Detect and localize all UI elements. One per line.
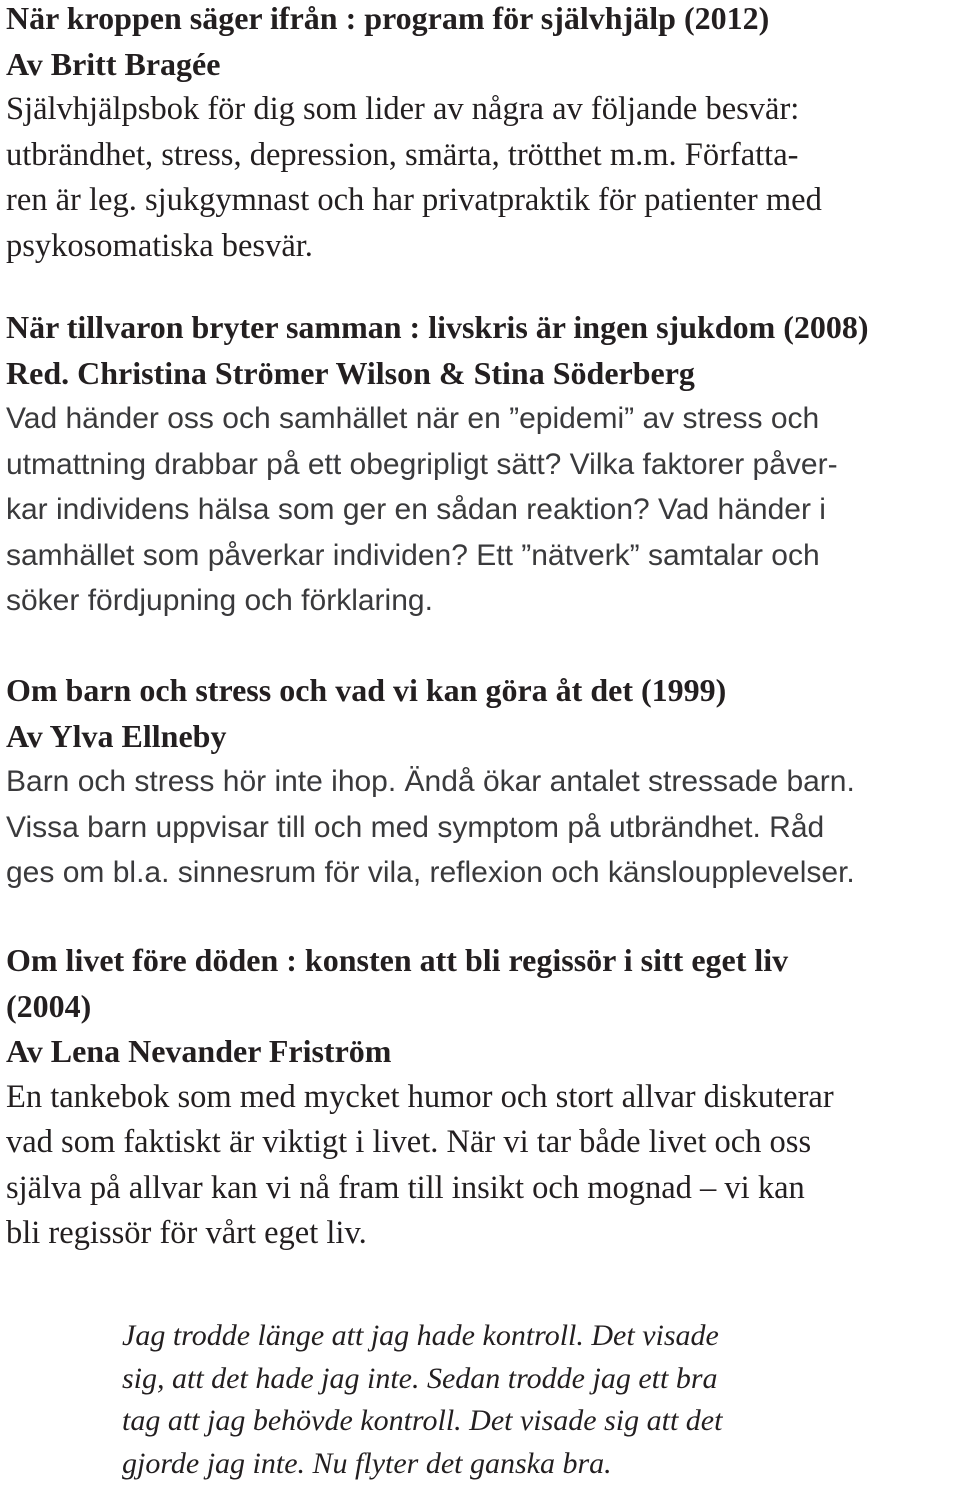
book-entry bbox=[6, 0, 956, 269]
book-description-line: psykosomatiska besvär. bbox=[6, 224, 956, 270]
book-description-line: Vad händer oss och samhället när en ”epidemi” av stress och bbox=[6, 396, 956, 442]
book-description-line: utmattning drabbar på ett obegripligt sätt? Vilka faktorer påver- bbox=[6, 442, 956, 488]
book-description-line: kar individens hälsa som ger en sådan reaktion? Vad händer i bbox=[6, 487, 956, 533]
book-author: Av Lena Nevander Friström bbox=[6, 1029, 956, 1075]
book-entry bbox=[6, 668, 956, 896]
quote-block bbox=[122, 1315, 842, 1485]
book-title: När kroppen säger ifrån : program för självhjälp (2012) bbox=[6, 0, 956, 42]
book-description-line: vad som faktiskt är viktigt i livet. När vi tar både livet och oss bbox=[6, 1120, 956, 1166]
book-author: Red. Christina Strömer Wilson & Stina Söderberg bbox=[6, 351, 956, 397]
book-title: När tillvaron bryter samman : livskris är ingen sjukdom (2008) bbox=[6, 305, 956, 351]
book-description-line: bli regissör för vårt eget liv. bbox=[6, 1211, 956, 1257]
book-description-line: Barn och stress hör inte ihop. Ändå ökar antalet stressade barn. bbox=[6, 759, 956, 805]
book-description-line: Vissa barn uppvisar till och med symptom på utbrändhet. Råd bbox=[6, 805, 956, 851]
book-description-line: En tankebok som med mycket humor och stort allvar diskuterar bbox=[6, 1075, 956, 1121]
book-author: Av Ylva Ellneby bbox=[6, 714, 956, 760]
book-title: (2004) bbox=[6, 984, 956, 1030]
book-description-line: samhället som påverkar individen? Ett ”nätverk” samtalar och bbox=[6, 533, 956, 579]
quote-line: sig, att det hade jag inte. Sedan trodde jag ett bra bbox=[122, 1358, 842, 1401]
book-description-line: söker fördjupning och förklaring. bbox=[6, 578, 956, 624]
quote-line: Jag trodde länge att jag hade kontroll. Det visade bbox=[122, 1315, 842, 1358]
quote-line: gjorde jag inte. Nu flyter det ganska bra. bbox=[122, 1443, 842, 1485]
book-title: Om barn och stress och vad vi kan göra åt det (1999) bbox=[6, 668, 956, 714]
book-author: Av Britt Bragée bbox=[6, 42, 956, 88]
book-description-line: ges om bl.a. sinnesrum för vila, reflexion och känsloupplevelser. bbox=[6, 850, 956, 896]
book-title: Om livet före döden : konsten att bli regissör i sitt eget liv bbox=[6, 938, 956, 984]
quote-line: tag att jag behövde kontroll. Det visade sig att det bbox=[122, 1400, 842, 1443]
book-entry bbox=[6, 305, 956, 624]
book-description-line: utbrändhet, stress, depression, smärta, trötthet m.m. Författa- bbox=[6, 133, 956, 179]
book-entry bbox=[6, 938, 956, 1257]
book-description-line: själva på allvar kan vi nå fram till insikt och mognad – vi kan bbox=[6, 1166, 956, 1212]
book-description-line: ren är leg. sjukgymnast och har privatpraktik för patienter med bbox=[6, 178, 956, 224]
book-description-line: Självhjälpsbok för dig som lider av några av följande besvär: bbox=[6, 87, 956, 133]
